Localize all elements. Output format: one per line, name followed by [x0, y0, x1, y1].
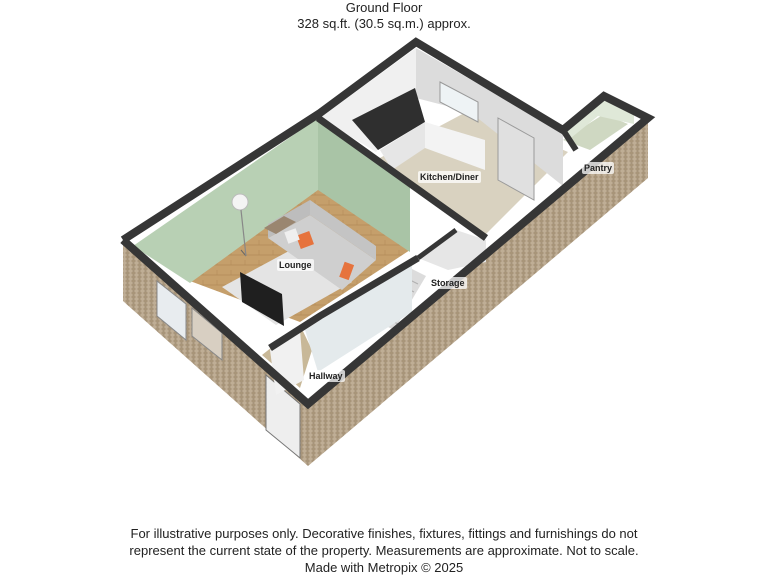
floor-title: Ground Floor [345, 0, 423, 15]
disclaimer-line-1: For illustrative purposes only. Decorative finishes, fixtures, fittings and furnishings do not [130, 526, 638, 541]
room-label-pantry: Pantry [584, 163, 613, 173]
credit-line: Made with Metropix © 2025 [304, 560, 464, 575]
room-label-storage: Storage [431, 278, 465, 288]
floor-lamp [232, 194, 248, 210]
room-label-kitchen: Kitchen/Diner [420, 172, 479, 182]
disclaimer [0, 525, 768, 576]
room-label-lounge: Lounge [279, 260, 312, 270]
floor-area: 328 sq.ft. (30.5 sq.m.) approx. [297, 16, 471, 31]
room-label-hallway: Hallway [309, 371, 343, 381]
disclaimer-line-2: represent the current state of the property. Measurements are approximate. Not to scale. [129, 543, 639, 558]
